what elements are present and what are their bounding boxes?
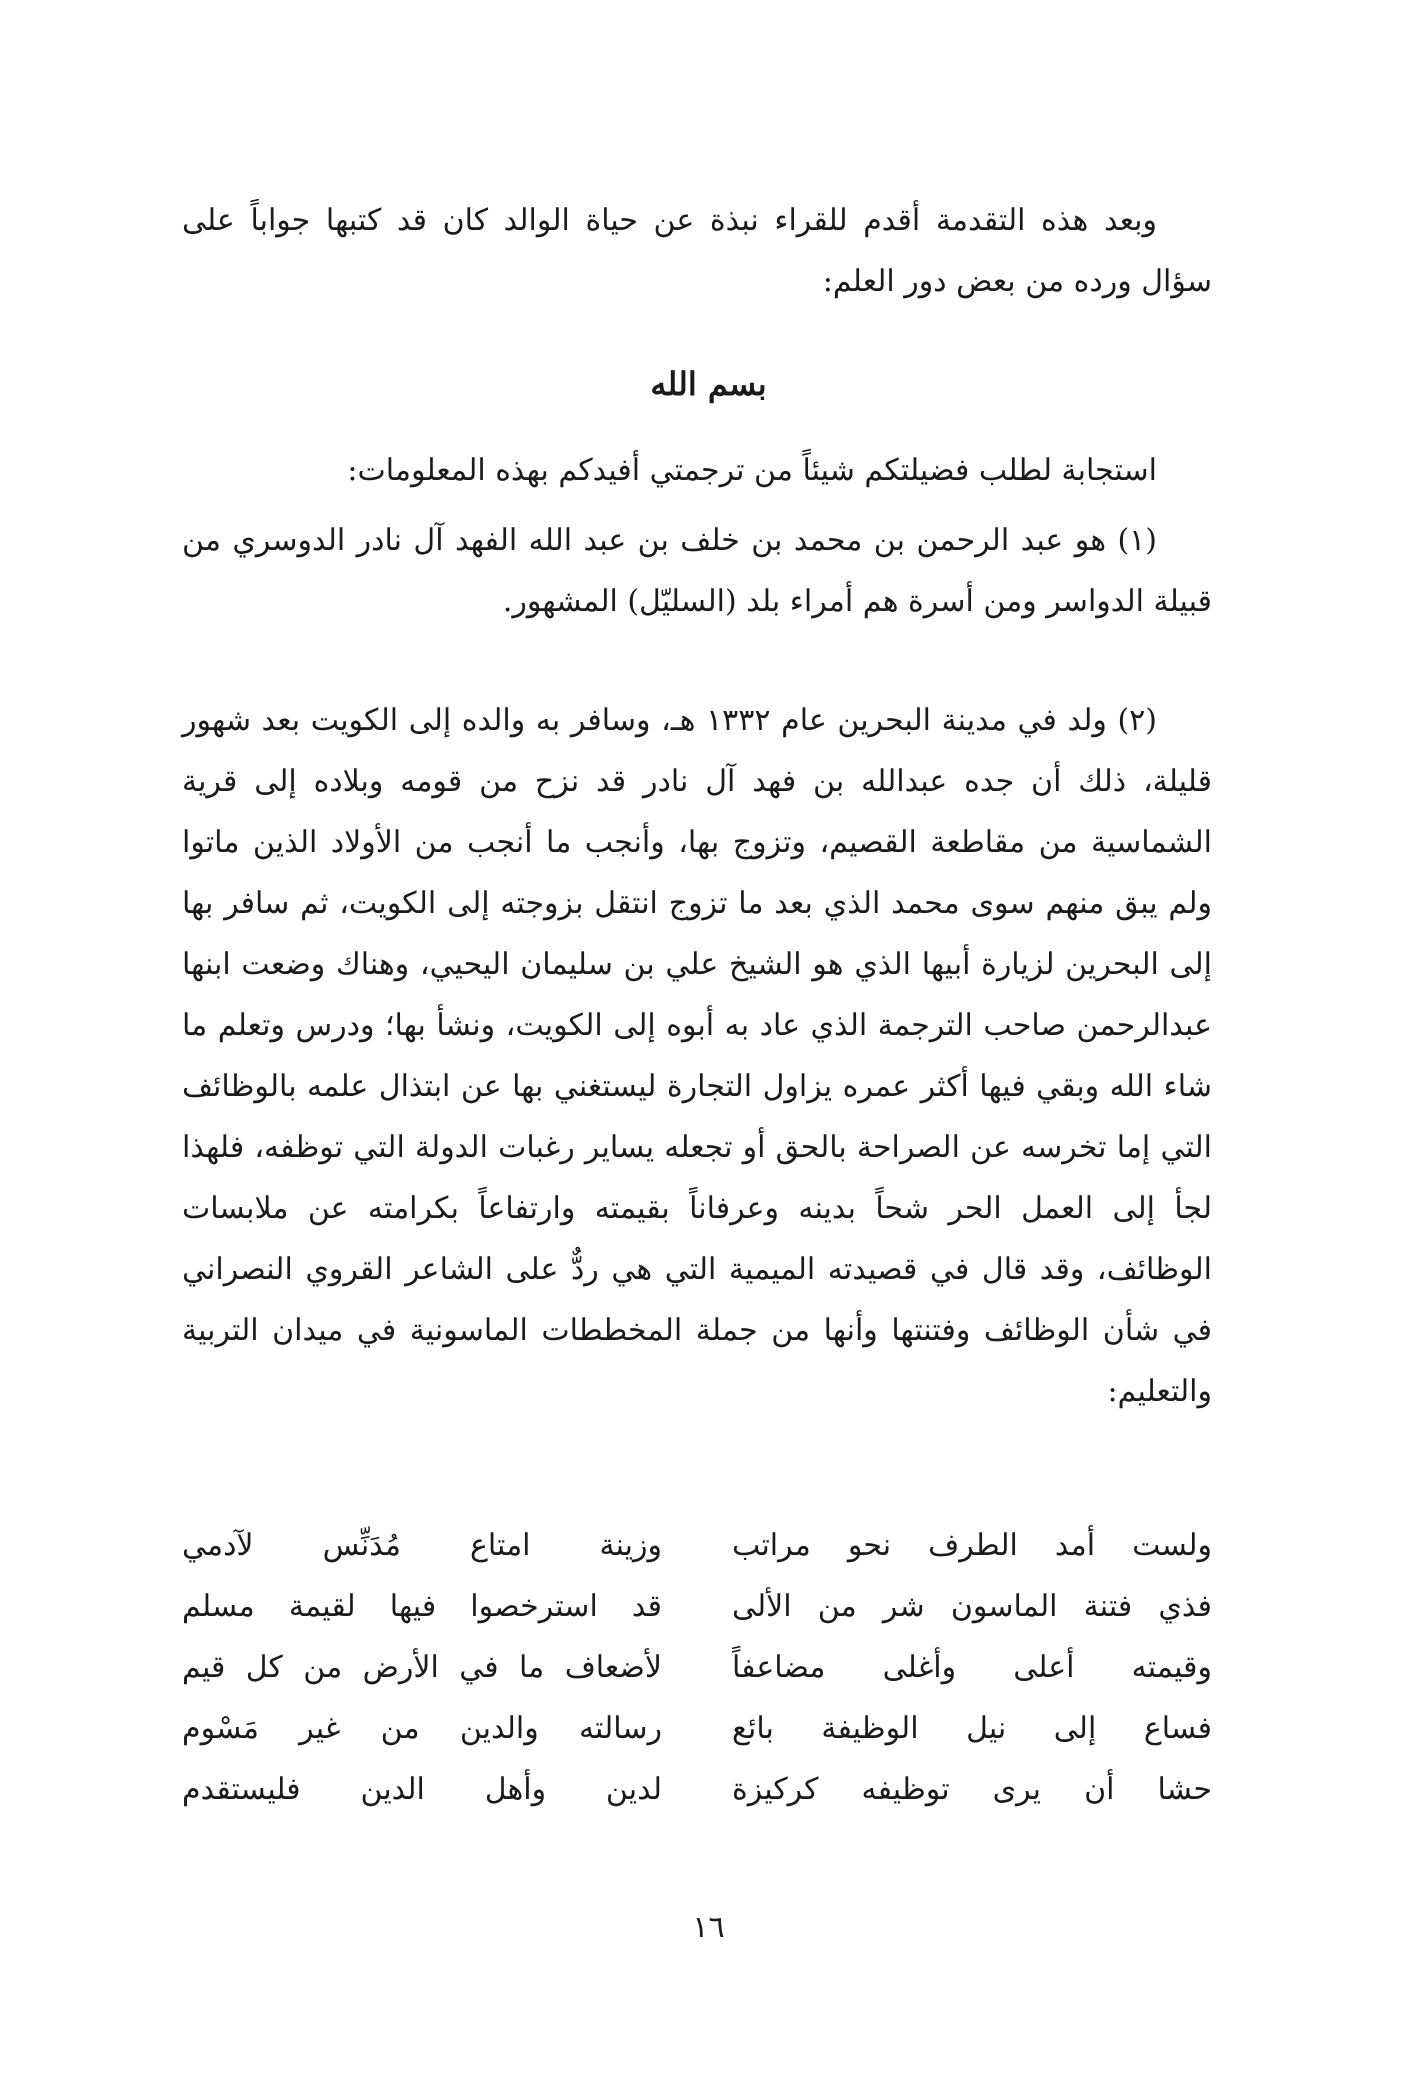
verse-second-hemistich: لأضعاف ما في الأرض من كل قيم bbox=[182, 1650, 662, 1685]
item-1-paragraph: (١) هو عبد الرحمن بن محمد بن خلف بن عبد الله الفهد آل نادر الدوسري من قبيلة الدواسر ومن أسرة هم أمراء بلد (السليّل) المشهور. bbox=[182, 523, 1212, 619]
verse-first-hemistich: فذي فتنة الماسون شر من الألى bbox=[732, 1589, 1212, 1624]
verse-second-hemistich: وزينة امتاع مُدَنِّس لآدمي bbox=[182, 1528, 662, 1563]
verse-first-hemistich: فساع إلى نيل الوظيفة بائع bbox=[732, 1711, 1212, 1746]
verse-second-hemistich: قد استرخصوا فيها لقيمة مسلم bbox=[182, 1589, 662, 1624]
verse-line bbox=[182, 1576, 1212, 1637]
request-paragraph-block bbox=[182, 440, 1212, 501]
verse-line bbox=[182, 1698, 1212, 1759]
verse-line bbox=[182, 1759, 1212, 1820]
item-2-block bbox=[182, 690, 1212, 1422]
item-2-paragraph: (٢) ولد في مدينة البحرين عام ١٣٣٢ هـ، وسافر به والده إلى الكويت بعد شهور قليلة، ذلك أن جده عبدالله بن فهد آل نادر قد نزح من قومه وبلاده إلى قرية الشماسية من مقاطعة القصيم، وتزوج بها، وأنجب ما أنجب من الأولاد الذين ماتوا ولم يبق منهم سوى محمد الذي بعد ما تزوج انتقل بزوجته إلى الكويت، ثم سافر بها إلى البحرين لزيارة أبيها الذي هو الشيخ علي بن سليمان اليحيي، وهناك وضعت ابنها عبدالرحمن صاحب الترجمة الذي عاد به أبوه إلى الكويت، ونشأ بها؛ ودرس وتعلم ما شاء الله وبقي فيها أكثر عمره يزاول التجارة ليستغني بها عن ابتذال علمه بالوظائف التي إما تخرسه عن الصراحة بالحق أو تجعله يساير رغبات الدولة التي توظفه، فلهذا لجأ إلى العمل الحر شحاً بدينه وعرفاناً بقيمته وارتفاعاً بكرامته عن ملابسات الوظائف، وقد قال في قصيدته الميمية التي هي ردٌّ على الشاعر القروي النصراني في شأن الوظائف وفتنتها وأنها من جملة المخططات الماسونية في ميدان التربية والتعليم: bbox=[182, 703, 1213, 1409]
intro-paragraph-block bbox=[182, 190, 1212, 312]
item-1-block bbox=[182, 510, 1212, 632]
intro-paragraph: وبعد هذه التقدمة أقدم للقراء نبذة عن حياة الوالد كان قد كتبها جواباً على سؤال ورده من بعض دور العلم: bbox=[182, 203, 1212, 299]
verse-line bbox=[182, 1515, 1212, 1576]
page-number: ١٦ bbox=[692, 1910, 725, 1945]
request-paragraph: استجابة لطلب فضيلتكم شيئاً من ترجمتي أفيدكم بهذه المعلومات: bbox=[347, 453, 1157, 488]
poem-verses bbox=[182, 1515, 1212, 1820]
verse-second-hemistich: رسالته والدين من غير مَسْوم bbox=[182, 1711, 662, 1746]
verse-second-hemistich: لدين وأهل الدين فليستقدم bbox=[182, 1772, 662, 1807]
verse-first-hemistich: حشا أن يرى توظيفه كركيزة bbox=[732, 1772, 1212, 1807]
verse-line bbox=[182, 1637, 1212, 1698]
basmala-heading: بسم الله bbox=[650, 365, 767, 403]
verse-first-hemistich: ولست أمد الطرف نحو مراتب bbox=[732, 1528, 1212, 1563]
verse-first-hemistich: وقيمته أعلى وأغلى مضاعفاً bbox=[732, 1650, 1212, 1685]
